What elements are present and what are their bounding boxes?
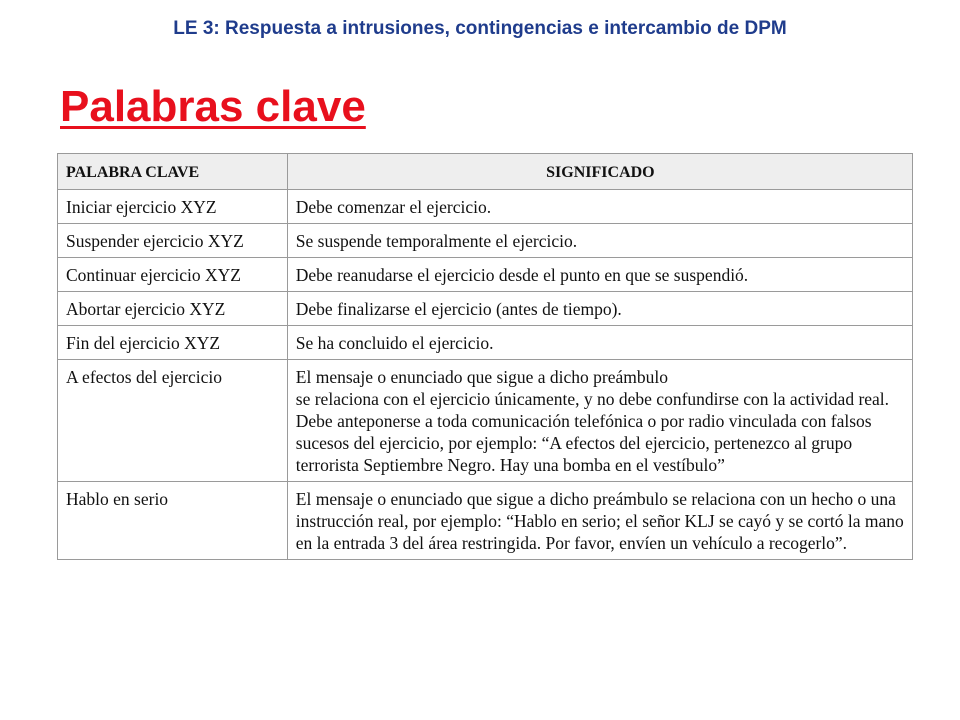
meaning-text: El mensaje o enunciado que sigue a dicho preámbulo — [295, 367, 669, 387]
meaning-cell — [287, 326, 912, 360]
table-row — [58, 258, 913, 292]
meaning-cell — [287, 190, 912, 224]
slide-header: LE 3: Respuesta a intrusiones, contingencias e intercambio de DPM — [173, 18, 787, 39]
meaning-cell — [287, 258, 912, 292]
table-row — [58, 292, 913, 326]
meaning-text: Debe reanudarse el ejercicio desde el punto en que se suspendió. — [295, 265, 749, 285]
column-header-meaning: SIGNIFICADO — [287, 154, 912, 190]
meaning-cell — [287, 482, 912, 560]
meaning-text: se relaciona con el ejercicio únicamente, y no debe confundirse con la actividad real. Debe anteponerse a toda comunicación telefónica o por radio vinculada con falsos sucesos del ejercicio, por ejemplo: “A efectos del ejercicio, pertenezco al grupo terrorista Septiembre Negro. Hay una bomba en el vestíbulo” — [295, 389, 890, 475]
meaning-text: Se ha concluido el ejercicio. — [295, 333, 494, 353]
table-row — [58, 360, 913, 482]
page-title: Palabras clave — [60, 82, 366, 131]
keyword-cell: Fin del ejercicio XYZ — [58, 326, 288, 360]
table-row — [58, 326, 913, 360]
meaning-text: Debe comenzar el ejercicio. — [295, 197, 492, 217]
meaning-text: Debe finalizarse el ejercicio (antes de tiempo). — [295, 299, 622, 319]
keyword-cell: A efectos del ejercicio — [58, 360, 288, 482]
keywords-table — [57, 153, 913, 560]
keyword-cell: Suspender ejercicio XYZ — [58, 224, 288, 258]
meaning-cell — [287, 360, 912, 482]
meaning-cell — [287, 292, 912, 326]
meaning-text: El mensaje o enunciado que sigue a dicho preámbulo se relaciona con un hecho o una instrucción real, por ejemplo: “Hablo en serio; el señor KLJ se cayó y se cortó la mano en la entrada 3 del área restringida. Por favor, envíen un vehículo a recogerlo”. — [295, 489, 904, 553]
table-row — [58, 190, 913, 224]
meaning-text: Se suspende temporalmente el ejercicio. — [295, 231, 578, 251]
meaning-cell — [287, 224, 912, 258]
keyword-cell: Iniciar ejercicio XYZ — [58, 190, 288, 224]
table-row — [58, 482, 913, 560]
keyword-cell: Hablo en serio — [58, 482, 288, 560]
table-header-row — [58, 154, 913, 190]
keyword-cell: Abortar ejercicio XYZ — [58, 292, 288, 326]
table-row — [58, 224, 913, 258]
column-header-keyword: PALABRA CLAVE — [58, 154, 288, 190]
keyword-cell: Continuar ejercicio XYZ — [58, 258, 288, 292]
